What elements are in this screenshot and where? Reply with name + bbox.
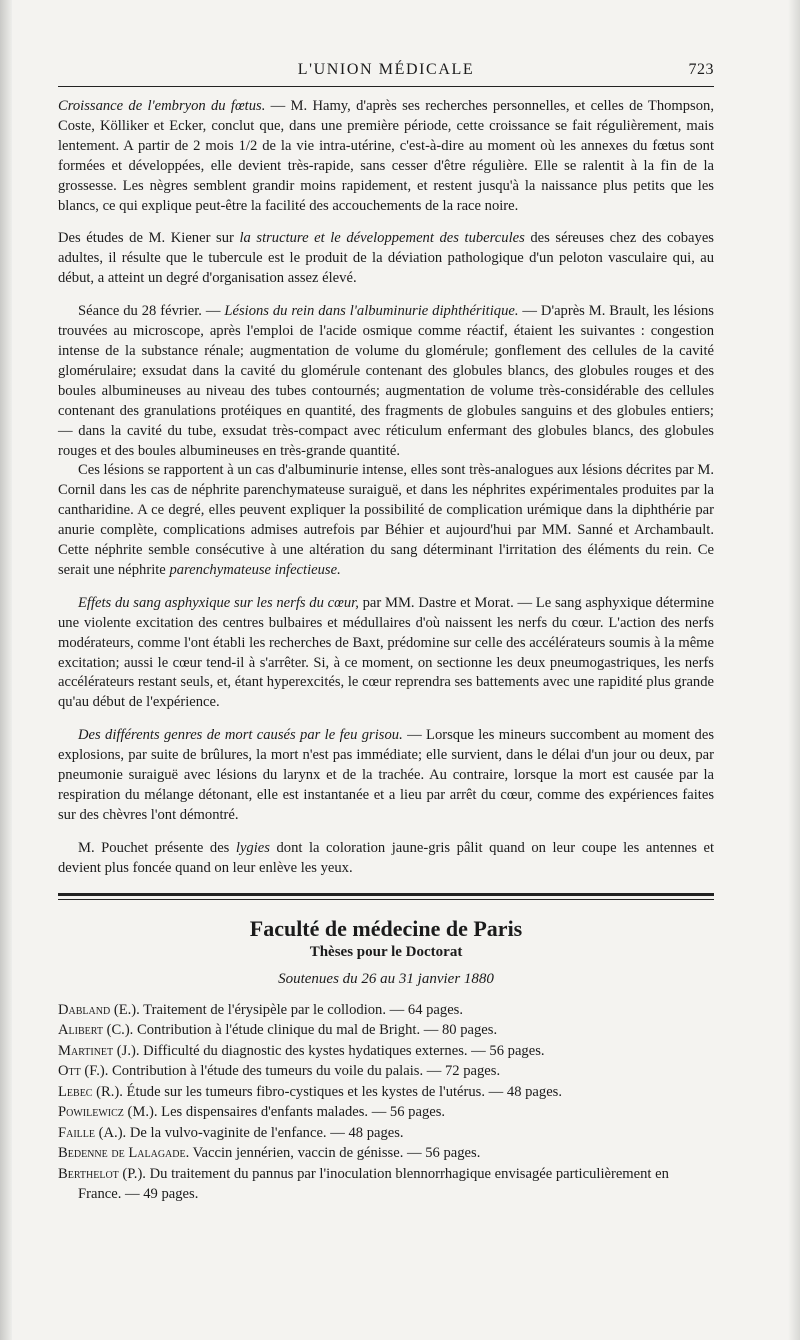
page-shadow-left bbox=[0, 0, 12, 1340]
thesis-item bbox=[58, 1041, 714, 1062]
paragraph-seance bbox=[58, 302, 714, 461]
thesis-author: Berthelot (P.). bbox=[58, 1165, 146, 1182]
thesis-author: Dabland (E.). bbox=[58, 1001, 140, 1018]
faculty-date-line: Soutenues du 26 au 31 janvier 1880 bbox=[278, 970, 494, 987]
thesis-author: Powilewicz (M.). bbox=[58, 1104, 158, 1121]
thesis-title: Contribution à l'étude des tumeurs du voile du palais. — 72 pages. bbox=[108, 1063, 501, 1080]
thesis-title: Les dispensaires d'enfants malades. — 56 pages. bbox=[157, 1104, 446, 1121]
thesis-item bbox=[58, 1020, 714, 1041]
thesis-author: Martinet (J.). bbox=[58, 1042, 140, 1059]
paragraph-title: parenchymateuse infectieuse. bbox=[169, 561, 341, 578]
section-divider bbox=[58, 893, 714, 900]
thesis-title: De la vulvo-vaginite de l'enfance. — 48 pages. bbox=[126, 1124, 404, 1141]
thesis-title: Difficulté du diagnostic des kystes hydatiques externes. — 56 pages. bbox=[139, 1042, 545, 1059]
page-number: 723 bbox=[688, 61, 714, 78]
faculty-subtitle: Thèses pour le Doctorat bbox=[309, 943, 463, 960]
paragraph-text-before: Ces lésions se rapportent à un cas d'albuminurie intense, elles sont très-analogues aux lésions décrites par M. Cornil dans les cas de néphrite parenchymateuse suraiguë, et dans les néphrites expérimentales produites par la cantharidine. A ce degré, elles peuvent expliquer la possibilité de complication urémique dans la diphthérie par anurie complète, complications admises autrefois par Béhier et aujourd'hui par MM. Sanné et Archambault. Cette néphrite semble consécutive à une altération du sang déterminant l'irritation des éléments du rein. Ce serait une néphrite bbox=[58, 462, 714, 578]
thesis-title: Étude sur les tumeurs fibro-cystiques et les kystes de l'utérus. — 48 pages. bbox=[122, 1083, 563, 1100]
thesis-author: Bedenne de Lalagade. bbox=[58, 1145, 190, 1162]
paragraph-grisou bbox=[58, 726, 714, 826]
paragraph-text-before: Séance du 28 février. — bbox=[78, 303, 225, 320]
page-shadow-right bbox=[788, 0, 800, 1340]
thesis-item bbox=[58, 1102, 714, 1123]
paragraph-text: par MM. Dastre et Morat. — Le sang asphyxique détermine une violente excitation des centres bulbaires et médullaires d'où naissent les nerfs du cœur. L'action des nerfs modérateurs, comme l'ont établi les recherches de Baxt, prédomine sur celle des accélérateurs soumis à la même excitation; aussi le cœur tend-il à s'arrêter. Si, à ce moment, on sectionne les deux pneumogastriques, les nerfs accélérateurs restant seuls, et, étant hyperexcités, le cœur reprendra ses battements avec une rapidité plus grande qu'au début de l'expérience. bbox=[58, 594, 714, 711]
paragraph-title: Des différents genres de mort causés par le feu grisou. bbox=[78, 727, 403, 744]
paragraph-title: Lésions du rein dans l'albuminurie diphthéritique. bbox=[224, 303, 519, 320]
thesis-item bbox=[58, 1000, 714, 1021]
paragraph-text-after: — D'après M. Brault, les lésions trouvées au microscope, après l'emploi de l'acide osmique comme réactif, étaient les suivantes : congestion intense de la substance rénale; augmentation de volume du glomérule; gonflement des cellules de la cavité glomérulaire; exsudat dans la cavité du glomérule contenant des globules blancs, des globules rouges et des boules albumineuses au niveau des tubes contournés; augmentation de volume très-considérable des cellules contenant des granulations protéiques en quantité, des fragments de globules sanguins et des globules entiers; — dans la cavité du tube, exsudat très-compact avec réticulum enfermant des globules blancs, des globules rouges et des boules albumineuses en très-grande quantité. bbox=[58, 303, 714, 459]
thesis-item bbox=[58, 1143, 714, 1164]
paragraph-text-after: des séreuses chez des cobayes adultes, il résulte que le tubercule est le produit de la déviation pathologique d'un peloton vasculaire qui, au début, a atteint un degré d'organisation assez élevé. bbox=[58, 230, 714, 287]
journal-title: L'UNION MÉDICALE bbox=[297, 61, 475, 78]
paragraph-text: — Lorsque les mineurs succombent au moment des explosions, par suite de brûlures, la mort n'est pas immédiate; elle survient, dans le délai d'un jour ou deux, par pneumonie suraiguë avec lésions du larynx et de la trachée. Au contraire, lorsque la mort est causée par la respiration du mélange détonant, elle est instantanée et a lieu par arrêt du cœur, comme des expériences faites sur des chèvres l'ont démontré. bbox=[58, 727, 714, 823]
running-header bbox=[58, 60, 714, 87]
thesis-author: Faille (A.). bbox=[58, 1124, 127, 1141]
thesis-title: Contribution à l'étude clinique du mal de Bright. — 80 pages. bbox=[133, 1022, 498, 1039]
thesis-title: Du traitement du pannus par l'inoculation blennorrhagique envisagée particulièrement en France. — 49 pages. bbox=[78, 1165, 669, 1203]
paragraph-lesions bbox=[58, 461, 714, 580]
thesis-item bbox=[58, 1061, 714, 1082]
thesis-item bbox=[58, 1082, 714, 1103]
paragraph-text-before: Des études de M. Kiener sur bbox=[58, 230, 240, 247]
thesis-author: Alibert (C.). bbox=[58, 1022, 134, 1039]
thesis-author: Lebec (R.). bbox=[58, 1083, 123, 1100]
paragraph-title: Effets du sang asphyxique sur les nerfs du cœur, bbox=[78, 594, 359, 611]
paragraph-croissance bbox=[58, 97, 714, 216]
thesis-item bbox=[58, 1164, 714, 1205]
paragraph-pouchet bbox=[58, 839, 714, 879]
paragraph-text-after: dont la coloration jaune-gris pâlit quand on leur coupe les antennes et devient plus foncée quand on leur enlève les yeux. bbox=[58, 839, 714, 876]
thesis-title: Vaccin jennérien, vaccin de génisse. — 56 pages. bbox=[189, 1145, 481, 1162]
paragraph-kiener bbox=[58, 229, 714, 289]
faculty-title: Faculté de médecine de Paris bbox=[249, 915, 523, 941]
paragraph-title: Croissance de l'embryon du fœtus. bbox=[58, 98, 266, 114]
thesis-title: Traitement de l'érysipèle par le collodion. — 64 pages. bbox=[139, 1001, 464, 1018]
thesis-list bbox=[58, 1000, 714, 1205]
paragraph-title: la structure et le développement des tubercules bbox=[239, 230, 525, 247]
thesis-item bbox=[58, 1123, 714, 1144]
thesis-author: Ott (F.). bbox=[58, 1063, 109, 1080]
paragraph-text-before: M. Pouchet présente des bbox=[78, 839, 236, 856]
paragraph-title: lygies bbox=[235, 839, 270, 856]
paragraph-asphyxique bbox=[58, 594, 714, 713]
paragraph-text: — M. Hamy, d'après ses recherches personnelles, et celles de Thompson, Coste, Kölliker et Ecker, conclut que, dans une première période, cette croissance se fait régulièrement, mais lentement. A partir de 2 mois 1/2 de la vie intra-utérine, c'est-à-dire au moment où les annexes du fœtus sont formées et développées, elle devient très-rapide, sans cesser d'être régulière. Elle se ralentit à la fin de la grossesse. Les nègres semblent grandir moins rapidement, et restent jusqu'à la naissance plus petits que les blancs, ce qui explique peut-être la facilité des accouchements de la race noire. bbox=[58, 98, 714, 214]
